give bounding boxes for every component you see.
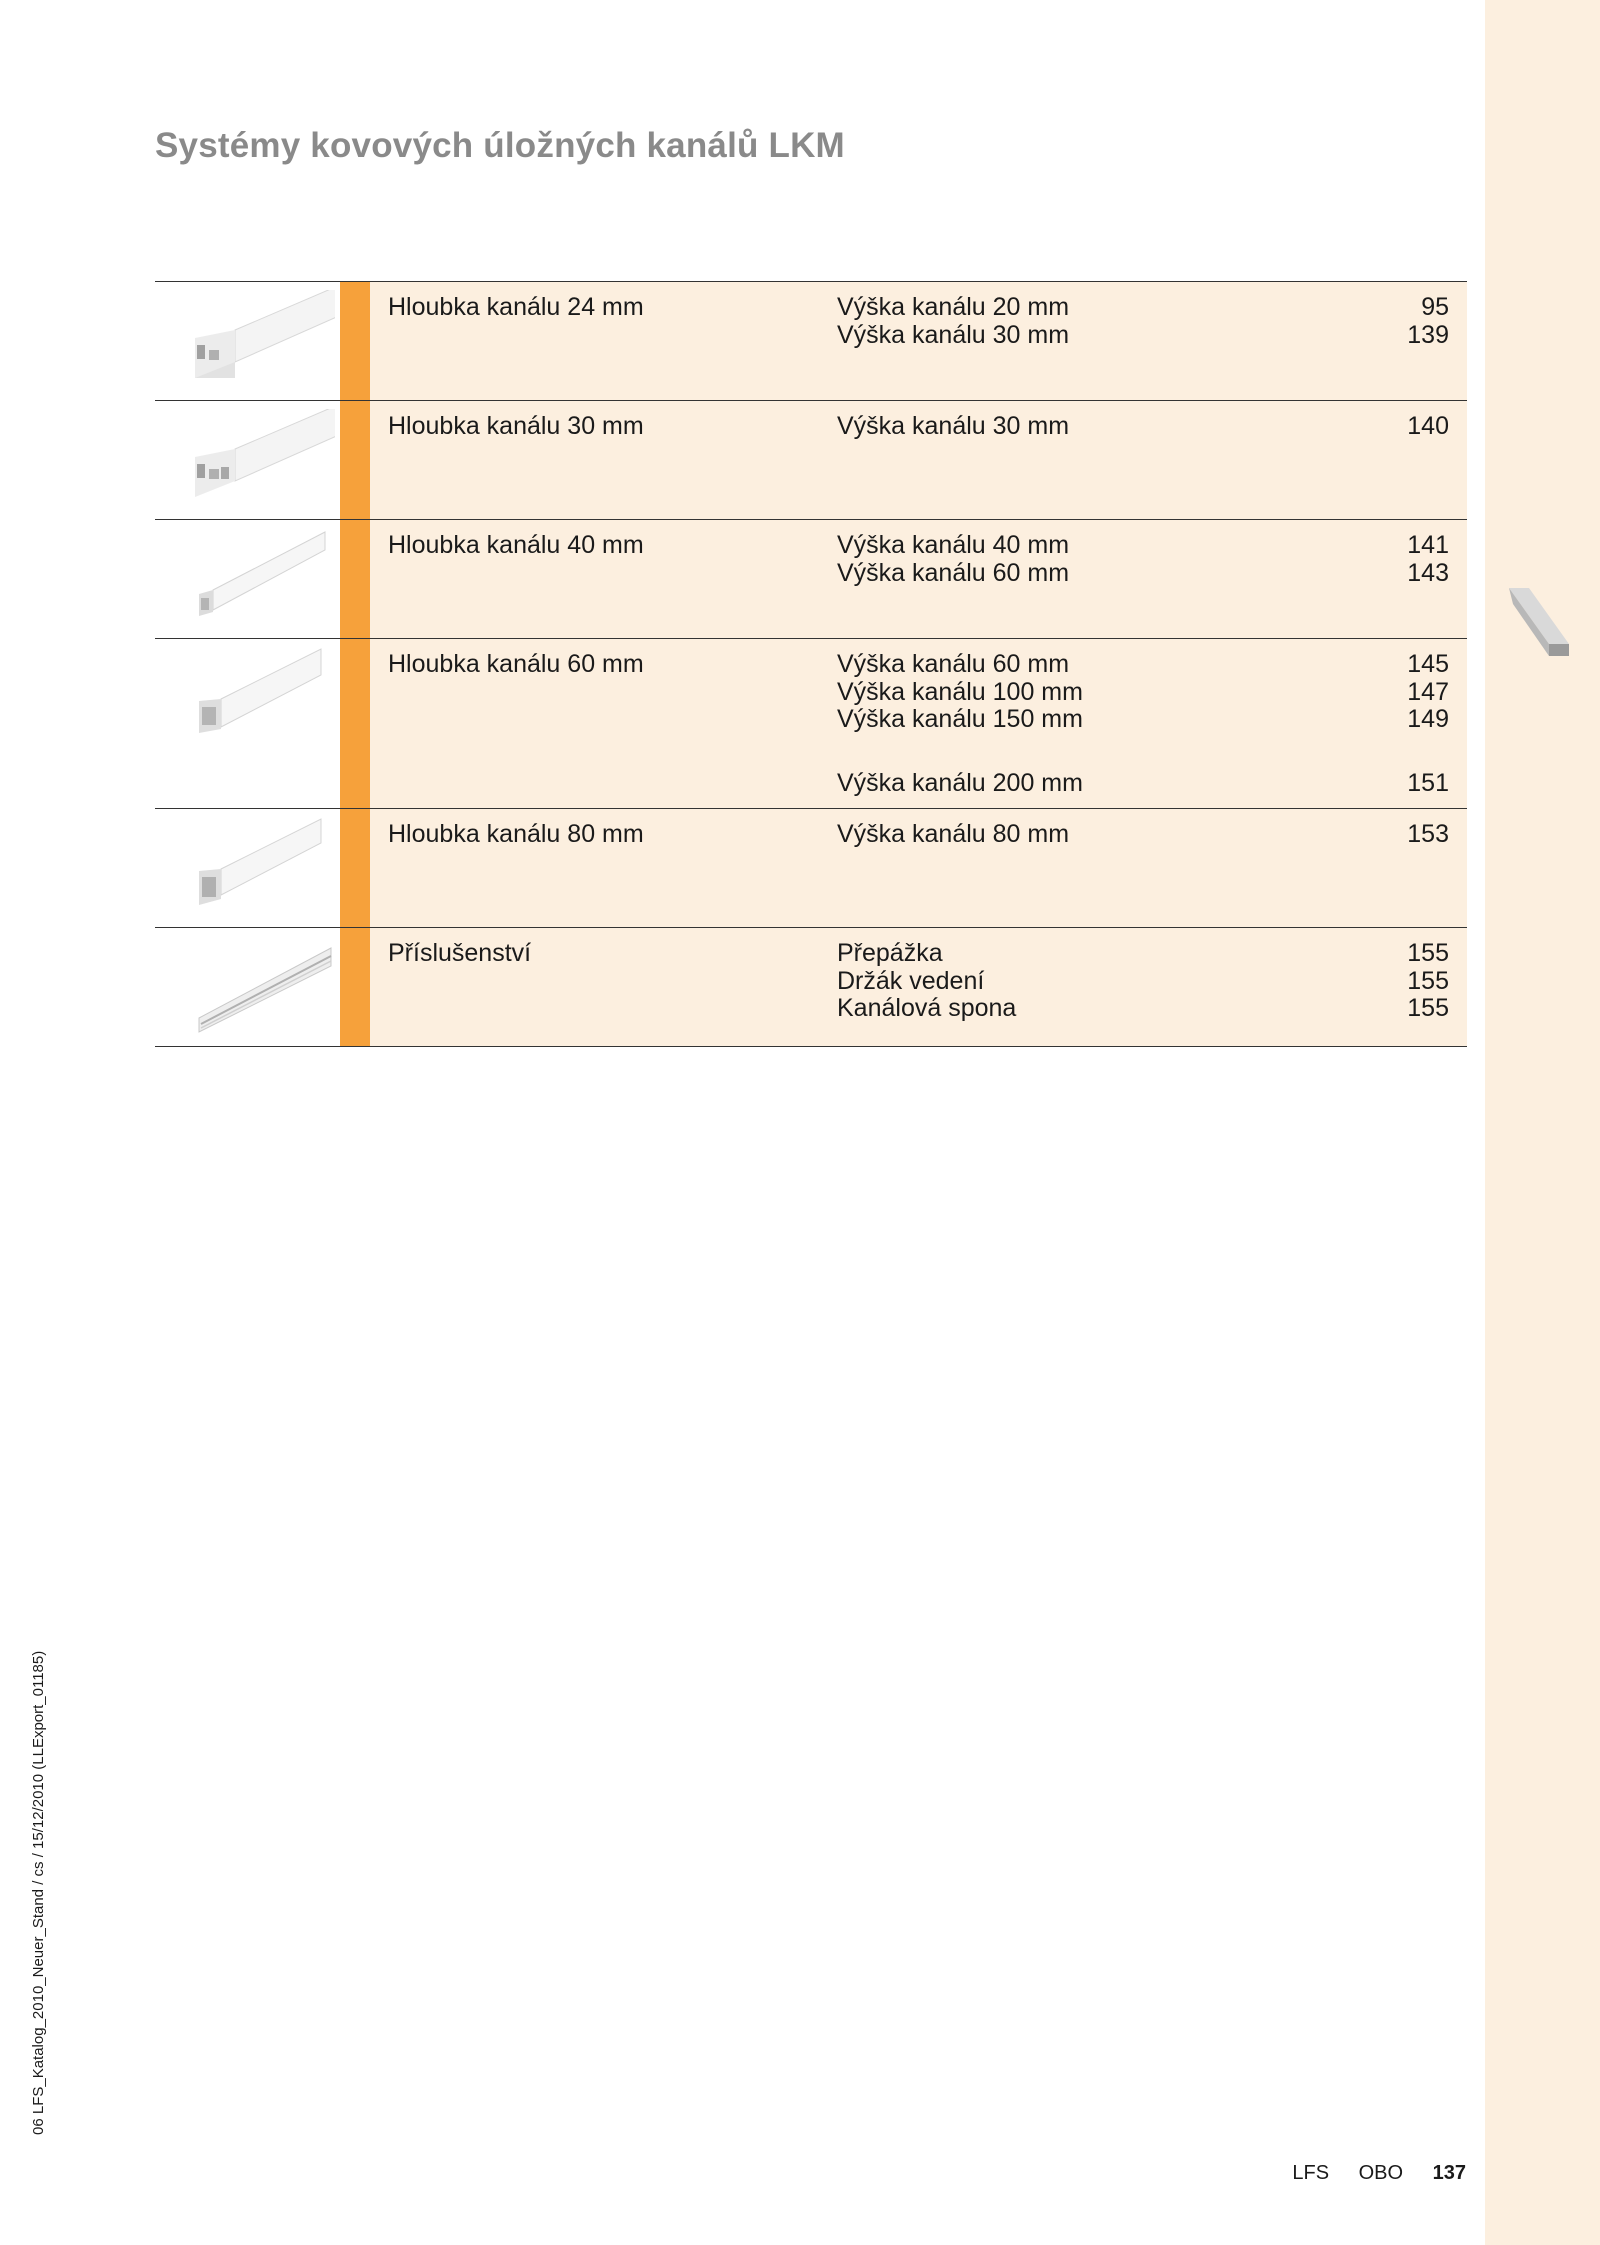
toc-row <box>155 281 1467 400</box>
toc-row <box>155 927 1467 1047</box>
footer-brand-lfs: LFS <box>1292 2162 1330 2184</box>
entry-page-number: 140 <box>1407 412 1449 440</box>
toc-row <box>155 519 1467 638</box>
accent-bar <box>340 809 370 927</box>
entry-label: Výška kanálu 100 mm <box>837 677 1083 706</box>
entry-page-number: 143 <box>1407 558 1449 587</box>
group-label: Hloubka kanálu 24 mm <box>388 293 644 321</box>
cable-duct-image <box>195 528 335 628</box>
cable-duct-icon <box>1505 586 1575 662</box>
entry-page-number: 139 <box>1407 320 1449 349</box>
entry-label: Výška kanálu 150 mm <box>837 705 1083 733</box>
side-band <box>1485 0 1600 2245</box>
accent-bar <box>340 282 370 400</box>
entry-page-number: 149 <box>1407 705 1449 733</box>
entry-page-number: 155 <box>1407 939 1449 967</box>
cable-duct-image <box>195 290 335 390</box>
toc-entry[interactable] <box>837 940 1449 968</box>
entry-label: Výška kanálu 80 mm <box>837 820 1070 848</box>
entry-page-number: 141 <box>1407 531 1449 559</box>
cable-duct-image <box>195 817 335 917</box>
accent-bar <box>340 639 370 808</box>
entry-label: Výška kanálu 20 mm <box>837 293 1070 321</box>
entry-label: Přepážka <box>837 939 943 967</box>
entry-list <box>837 413 1449 441</box>
group-label: Příslušenství <box>388 939 532 967</box>
entry-page-number: 145 <box>1407 650 1449 678</box>
page-footer <box>1268 2162 1466 2185</box>
footer-document-code: 06 LFS_Katalog_2010_Neuer_Stand / cs / 15/12/2010 (LLExport_01185) <box>30 1650 47 2135</box>
accent-bar <box>340 928 370 1046</box>
toc-entry[interactable] <box>837 294 1449 322</box>
toc-entry[interactable] <box>837 651 1449 679</box>
entry-page-number: 153 <box>1407 820 1449 848</box>
toc-entry[interactable] <box>837 995 1449 1023</box>
toc-entry[interactable] <box>837 560 1449 588</box>
toc-row <box>155 808 1467 927</box>
accessory-image <box>195 936 335 1036</box>
entry-label: Výška kanálu 200 mm <box>837 768 1083 797</box>
cable-duct-image <box>195 409 335 509</box>
entry-list <box>837 294 1449 349</box>
toc-entry[interactable] <box>837 821 1449 849</box>
page-title: Systémy kovových úložných kanálů LKM <box>155 126 845 165</box>
toc-entry[interactable] <box>837 322 1449 350</box>
group-label: Hloubka kanálu 80 mm <box>388 820 644 848</box>
entry-list <box>837 821 1449 849</box>
entry-list <box>837 940 1449 1023</box>
group-label: Hloubka kanálu 30 mm <box>388 412 644 440</box>
entry-label: Výška kanálu 30 mm <box>837 320 1070 349</box>
group-label: Hloubka kanálu 60 mm <box>388 650 644 678</box>
entry-page-number: 95 <box>1421 293 1449 321</box>
toc-entry[interactable] <box>837 532 1449 560</box>
entry-label: Výška kanálu 40 mm <box>837 531 1070 559</box>
toc-entry[interactable] <box>837 770 1449 798</box>
toc-row <box>155 638 1467 808</box>
group-label: Hloubka kanálu 40 mm <box>388 531 644 559</box>
toc-entry[interactable] <box>837 706 1449 734</box>
entry-list <box>837 651 1449 797</box>
entry-label: Výška kanálu 60 mm <box>837 558 1070 587</box>
toc-entry[interactable] <box>837 968 1449 996</box>
entry-list <box>837 532 1449 587</box>
toc-table <box>155 281 1467 1047</box>
toc-row <box>155 400 1467 519</box>
toc-entry[interactable] <box>837 413 1449 441</box>
entry-page-number: 155 <box>1407 994 1449 1022</box>
entry-page-number: 147 <box>1407 677 1449 706</box>
entry-label: Kanálová spona <box>837 994 1017 1022</box>
entry-label: Výška kanálu 30 mm <box>837 412 1070 440</box>
accent-bar <box>340 520 370 638</box>
accent-bar <box>340 401 370 519</box>
cable-duct-image <box>195 647 335 747</box>
page-number: 137 <box>1432 2162 1466 2184</box>
entry-label: Držák vedení <box>837 966 985 995</box>
entry-label: Výška kanálu 60 mm <box>837 650 1070 678</box>
footer-brand-obo: OBO <box>1358 2162 1404 2184</box>
entry-page-number: 151 <box>1407 768 1449 797</box>
toc-entry[interactable] <box>837 679 1449 707</box>
entry-page-number: 155 <box>1407 966 1449 995</box>
